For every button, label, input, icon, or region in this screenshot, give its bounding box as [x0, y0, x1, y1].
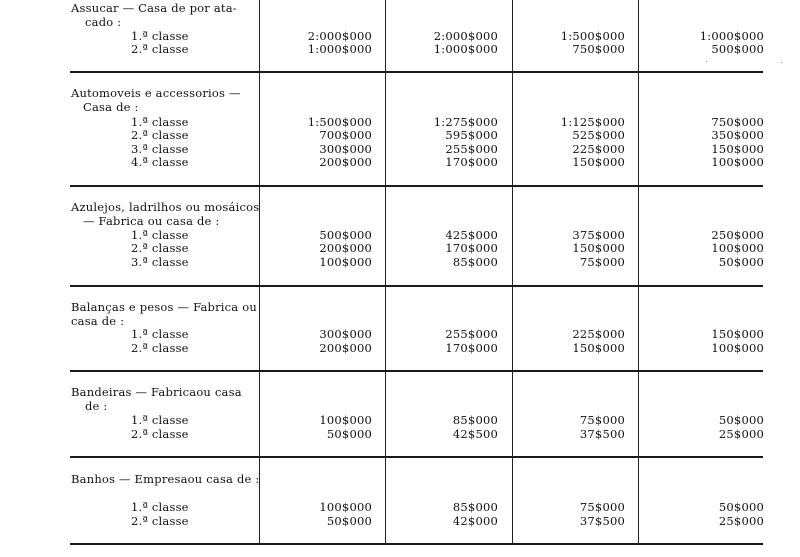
class-label: 1.ª classe — [131, 29, 189, 43]
value-cell: 42$000 — [452, 514, 498, 528]
section-title-line: cado : — [85, 15, 122, 29]
section-title-line: Azulejos, ladrilhos ou mosáicos — [71, 200, 260, 214]
value-cell: 85$000 — [452, 255, 498, 269]
column-divider — [385, 0, 386, 545]
section-divider — [70, 370, 763, 372]
section-title-line: Bandeiras — Fabricaou casa — [71, 385, 242, 399]
class-label: 3.ª classe — [131, 255, 189, 269]
value-cell: 1:000$000 — [307, 42, 372, 56]
value-cell: 300$000 — [319, 327, 372, 341]
value-cell: 1:275$000 — [433, 115, 498, 129]
value-cell: 25$000 — [718, 514, 764, 528]
value-cell: 225$000 — [572, 142, 625, 156]
class-label: 1.ª classe — [131, 327, 189, 341]
section-title-line: Casa de : — [83, 100, 139, 114]
section-title-line: de : — [85, 399, 108, 413]
value-cell: 200$000 — [319, 155, 372, 169]
column-divider — [259, 0, 260, 545]
value-cell: 85$000 — [452, 500, 498, 514]
value-cell: 170$000 — [445, 341, 498, 355]
class-label: 1.ª classe — [131, 413, 189, 427]
section-title — [71, 300, 257, 328]
value-cell: 255$000 — [445, 327, 498, 341]
value-cell: 700$000 — [319, 128, 372, 142]
section-title-line: casa de : — [71, 314, 125, 328]
section-title-line: Banhos — Empresaou casa de : — [71, 472, 260, 486]
value-cell: 200$000 — [319, 341, 372, 355]
value-cell: 750$000 — [572, 42, 625, 56]
class-label: 2.ª classe — [131, 241, 189, 255]
section-title — [71, 200, 259, 228]
section-title — [71, 385, 242, 413]
scan-speck — [781, 62, 782, 63]
value-cell: 250$000 — [711, 228, 764, 242]
value-cell: 500$000 — [319, 228, 372, 242]
value-cell: 595$000 — [445, 128, 498, 142]
value-cell: 300$000 — [319, 142, 372, 156]
value-cell: 50$000 — [326, 514, 372, 528]
value-cell: 225$000 — [572, 327, 625, 341]
value-cell: 170$000 — [445, 155, 498, 169]
class-label: 1.ª classe — [131, 228, 189, 242]
value-cell: 25$000 — [718, 427, 764, 441]
value-cell: 100$000 — [319, 500, 372, 514]
section-title-line: Assucar — Casa de por ata- — [71, 1, 237, 15]
section-title — [71, 472, 259, 486]
class-label: 2.ª classe — [131, 341, 189, 355]
value-cell: 1:500$000 — [560, 29, 625, 43]
class-label: 2.ª classe — [131, 128, 189, 142]
value-cell: 100$000 — [711, 241, 764, 255]
column-divider — [638, 0, 639, 545]
scan-speck — [706, 61, 707, 62]
value-cell: 85$000 — [452, 413, 498, 427]
value-cell: 1:000$000 — [699, 29, 764, 43]
section-title — [71, 86, 241, 114]
value-cell: 425$000 — [445, 228, 498, 242]
value-cell: 200$000 — [319, 241, 372, 255]
class-label: 1.ª classe — [131, 500, 189, 514]
value-cell: 150$000 — [711, 327, 764, 341]
column-divider — [512, 0, 513, 545]
value-cell: 375$000 — [572, 228, 625, 242]
value-cell: 1:125$000 — [560, 115, 625, 129]
section-title-line: Automoveis e accessorios — — [71, 86, 241, 100]
value-cell: 1:000$000 — [433, 42, 498, 56]
value-cell: 75$000 — [579, 255, 625, 269]
value-cell: 750$000 — [711, 115, 764, 129]
value-cell: 100$000 — [711, 341, 764, 355]
section-divider — [70, 456, 763, 458]
section-title-line: — Fabrica ou casa de : — [83, 214, 220, 228]
value-cell: 525$000 — [572, 128, 625, 142]
value-cell: 150$000 — [711, 142, 764, 156]
class-label: 2.ª classe — [131, 514, 189, 528]
value-cell: 500$000 — [711, 42, 764, 56]
section-title — [71, 1, 237, 29]
value-cell: 100$000 — [319, 255, 372, 269]
value-cell: 50$000 — [718, 413, 764, 427]
value-cell: 50$000 — [326, 427, 372, 441]
section-divider — [70, 543, 763, 545]
value-cell: 170$000 — [445, 241, 498, 255]
section-divider — [70, 185, 763, 187]
value-cell: 150$000 — [572, 241, 625, 255]
value-cell: 75$000 — [579, 413, 625, 427]
class-label: 4.ª classe — [131, 155, 189, 169]
value-cell: 2:000$000 — [433, 29, 498, 43]
section-title-line: Balanças e pesos — Fabrica ou — [71, 300, 257, 314]
class-label: 2.ª classe — [131, 42, 189, 56]
value-cell: 100$000 — [711, 155, 764, 169]
value-cell: 50$000 — [718, 500, 764, 514]
value-cell: 37$500 — [579, 514, 625, 528]
value-cell: 2:000$000 — [307, 29, 372, 43]
value-cell: 75$000 — [579, 500, 625, 514]
class-label: 1.ª classe — [131, 115, 189, 129]
value-cell: 100$000 — [319, 413, 372, 427]
section-divider — [70, 71, 763, 73]
class-label: 2.ª classe — [131, 427, 189, 441]
value-cell: 150$000 — [572, 341, 625, 355]
value-cell: 255$000 — [445, 142, 498, 156]
value-cell: 150$000 — [572, 155, 625, 169]
value-cell: 1:500$000 — [307, 115, 372, 129]
value-cell: 350$000 — [711, 128, 764, 142]
class-label: 3.ª classe — [131, 142, 189, 156]
section-divider — [70, 285, 763, 287]
value-cell: 37$500 — [579, 427, 625, 441]
value-cell: 42$500 — [452, 427, 498, 441]
value-cell: 50$000 — [718, 255, 764, 269]
